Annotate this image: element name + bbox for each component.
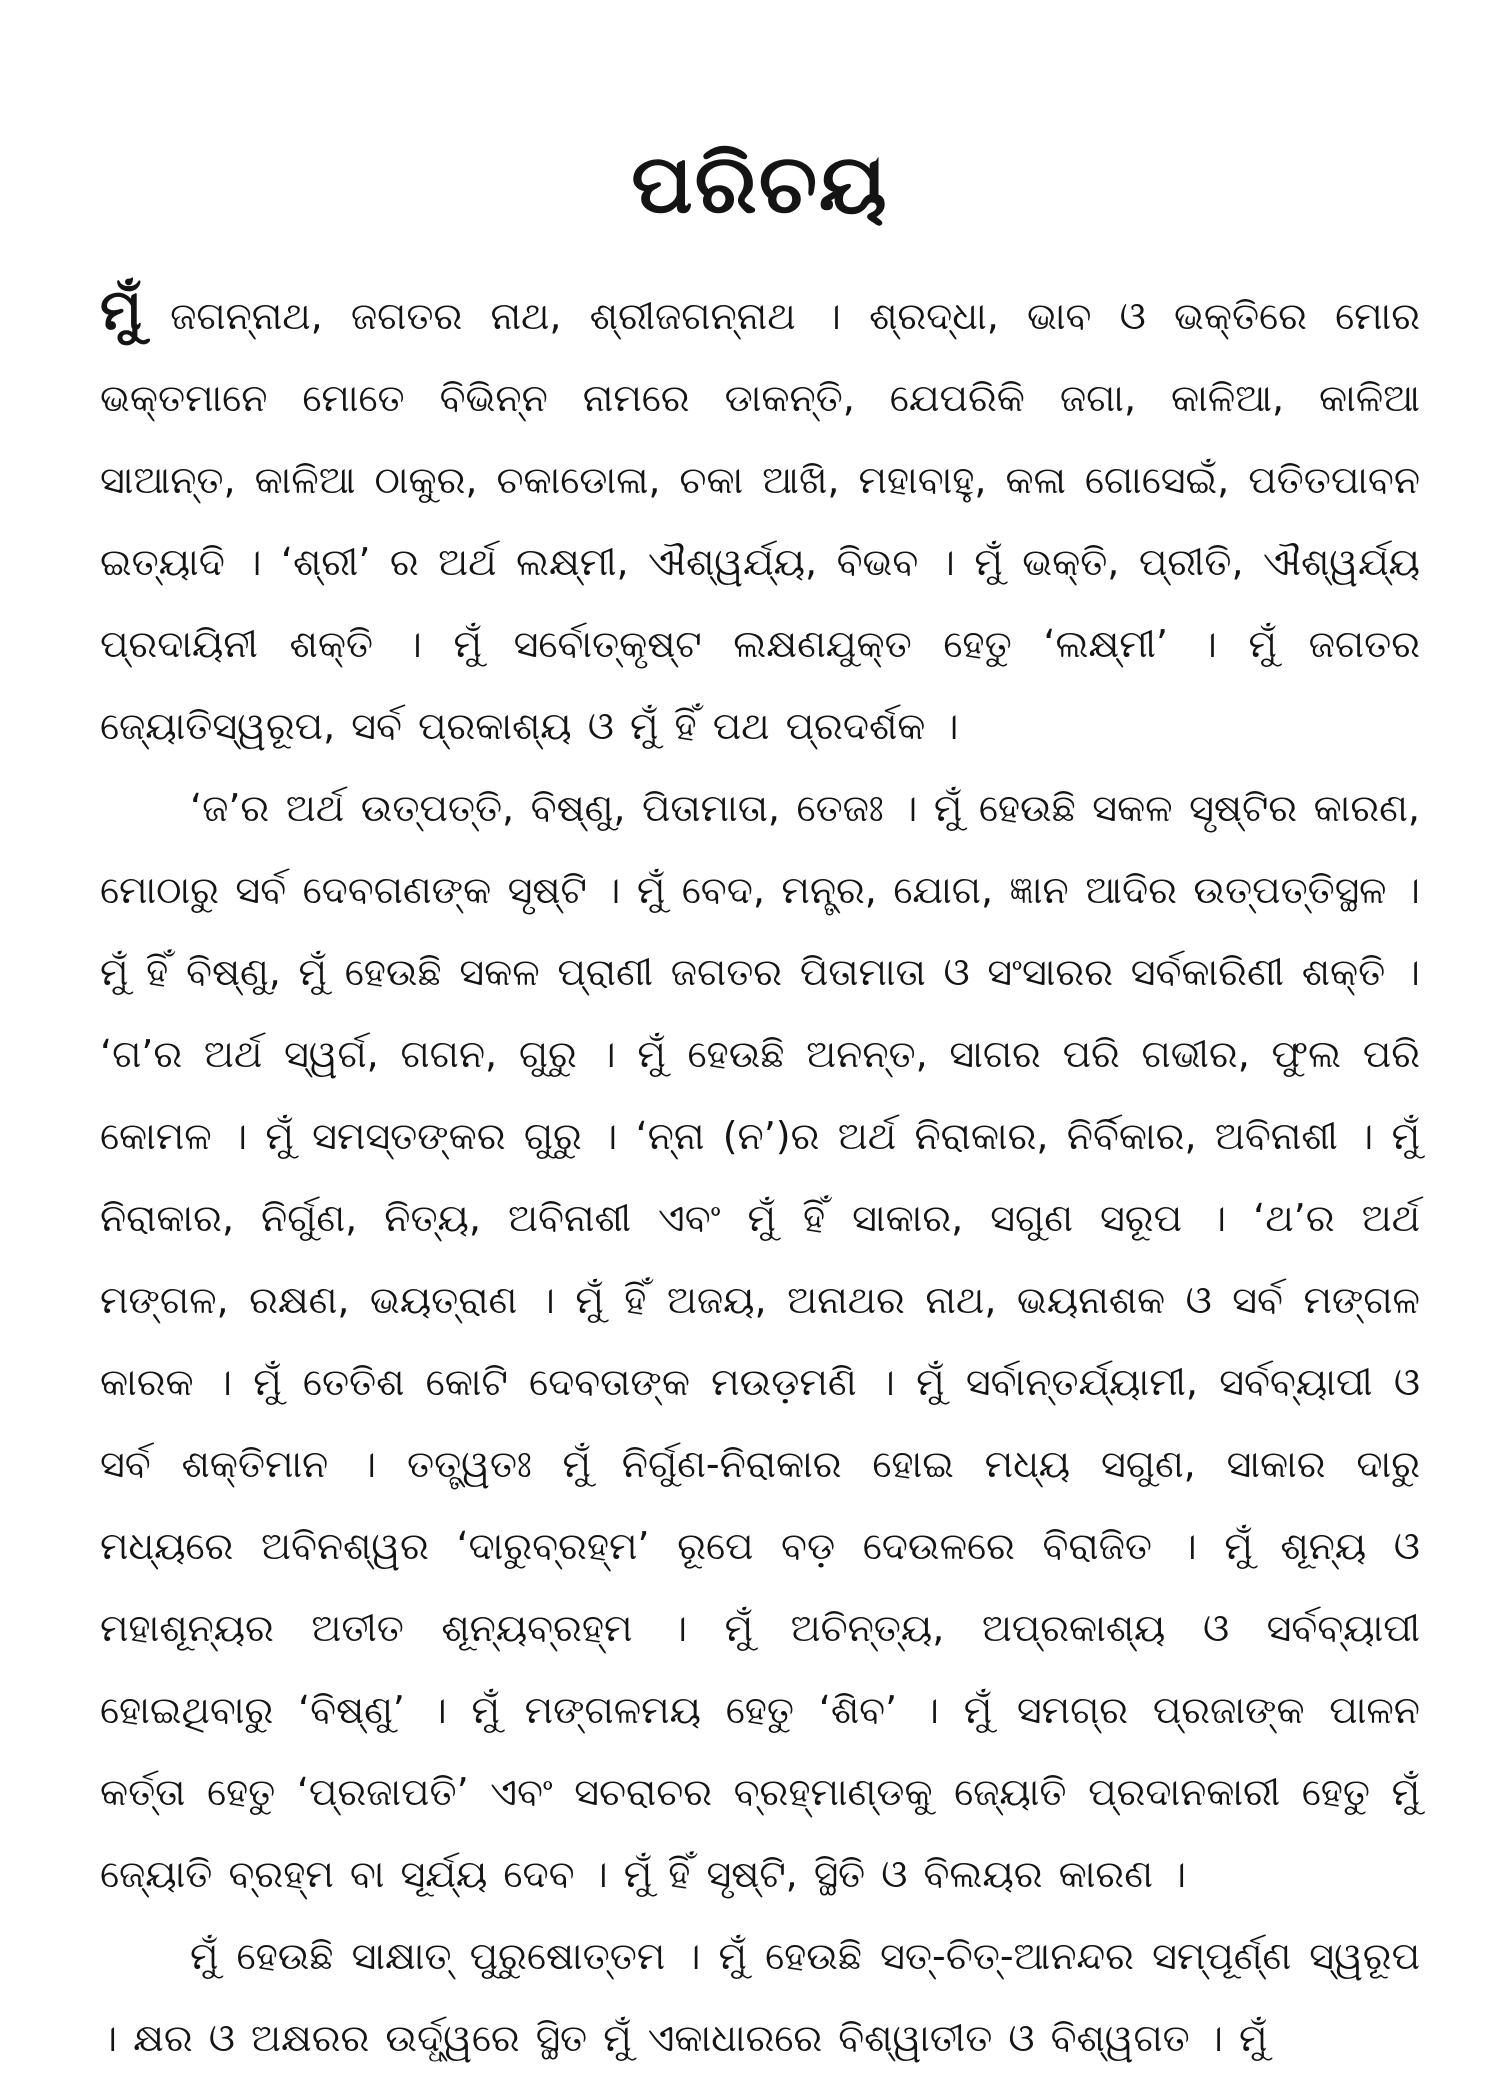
paragraph-1 [100,270,1420,767]
page-title: ପରିଚୟ [631,137,889,232]
paragraph-2: ‘ଜ’ର ଅର୍ଥ ଉତ୍ପତ୍ତି, ବିଷ୍ଣୁ, ପିତାମାତା, ତେଜଃ । ମୁଁ ହେଉଛି ସକଳ ସୃଷ୍ଟିର କାରଣ, ମୋଠାରୁ ସର୍ବ ଦେବଗଣଙ୍କ ସୃଷ୍ଟି । ମୁଁ ବେଦ, ମନ୍ତ୍ର, ଯୋଗ, ଜ୍ଞାନ ଆଦିର ଉତ୍ପତ୍ତିସ୍ଥଳ । ମୁଁ ହିଁ ବିଷ୍ଣୁ, ମୁଁ ହେଉଛି ସକଳ ପ୍ରାଣୀ ଜଗତର ପିତାମାତା ଓ ସଂସାରର ସର୍ବକାରିଣୀ ଶକ୍ତି । ‘ଗ’ର ଅର୍ଥ ସ୍ୱର୍ଗ, ଗଗନ, ଗୁରୁ । ମୁଁ ହେଉଛି ଅନନ୍ତ, ସାଗର ପରି ଗଭୀର, ଫୁଲ ପରି କୋମଳ । ମୁଁ ସମସ୍ତଙ୍କର ଗୁରୁ । ‘ନ୍ନା (ନ’)ର ଅର୍ଥ ନିରାକାର, ନିର୍ବିକାର, ଅବିନାଶୀ । ମୁଁ ନିରାକାର, ନିର୍ଗୁଣ, ନିତ୍ୟ, ଅବିନାଶୀ ଏବଂ ମୁଁ ହିଁ ସାକାର, ସଗୁଣ ସରୂପ । ‘ଥ’ର ଅର୍ଥ ମଙ୍ଗଳ, ରକ୍ଷଣ, ଭୟତ୍ରାଣ । ମୁଁ ହିଁ ଅଜୟ, ଅନାଥର ନାଥ, ଭୟନାଶକ ଓ ସର୍ବ ମଙ୍ଗଳ କାରକ । ମୁଁ ତେତିଶ କୋଟି ଦେବତାଙ୍କ ମଉଡ଼ମଣି । ମୁଁ ସର୍ବାନ୍ତର୍ଯ୍ୟାମୀ, ସର୍ବବ୍ୟାପୀ ଓ ସର୍ବ ଶକ୍ତିମାନ । ତତ୍ତ୍ୱତଃ ମୁଁ ନିର୍ଗୁଣ-ନିରାକାର ହୋଇ ମଧ୍ୟ ସଗୁଣ, ସାକାର ଦାରୁ ମଧ୍ୟରେ ଅବିନଶ୍ୱର ‘ଦାରୁବ୍ରହ୍ମ’ ରୂପେ ବଡ଼ ଦେଉଳରେ ବିରାଜିତ । ମୁଁ ଶୂନ୍ୟ ଓ ମହାଶୂନ୍ୟର ଅତୀତ ଶୂନ୍ୟବ୍ରହ୍ମ । ମୁଁ ଅଚିନ୍ତ୍ୟ, ଅପ୍ରକାଶ୍ୟ ଓ ସର୍ବବ୍ୟାପୀ ହୋଇଥିବାରୁ ‘ବିଷ୍ଣୁ’ । ମୁଁ ମଙ୍ଗଳମୟ ହେତୁ ‘ଶିବ’ । ମୁଁ ସମଗ୍ର ପ୍ରଜାଙ୍କ ପାଳନ କର୍ତ୍ତା ହେତୁ ‘ପ୍ରଜାପତି’ ଏବଂ ସଚରାଚର ବ୍ରହ୍ମାଣ୍ଡକୁ ଜ୍ୟୋତି ପ୍ରଦାନକାରୀ ହେତୁ ମୁଁ ଜ୍ୟୋତି ବ୍ରହ୍ମ ବା ସୂର୍ଯ୍ୟ ଦେବ । ମୁଁ ହିଁ ସୃଷ୍ଟି, ସ୍ଥିତି ଓ ବିଲୟର କାରଣ । [100,786,1420,1897]
paragraph-1-text: ଜଗନ୍ନାଥ, ଜଗତର ନାଥ, ଶ୍ରୀଜଗନ୍ନାଥ । ଶ୍ରଦ୍ଧା, ଭାବ ଓ ଭକ୍ତିରେ ମୋର ଭକ୍ତମାନେ ମୋତେ ବିଭିନ୍ନ ନାମରେ ଡାକନ୍ତି, ଯେପରିକି ଜଗା, କାଳିଆ, କାଳିଆ ସାଆନ୍ତ, କାଳିଆ ଠାକୁର, ଚକାଡୋଳା, ଚକା ଆଖି, ମହାବାହୁ, କଳା ଗୋସେଇଁ, ପତିତପାବନ ଇତ୍ୟାଦି । ‘ଶ୍ରୀ’ ର ଅର୍ଥ ଲକ୍ଷ୍ମୀ, ଐଶ୍ୱର୍ଯ୍ୟ, ବିଭବ । ମୁଁ ଭକ୍ତି, ପ୍ରୀତି, ଐଶ୍ୱର୍ଯ୍ୟ ପ୍ରଦାୟିନୀ ଶକ୍ତି । ମୁଁ ସର୍ବୋତ୍କୃଷ୍ଟ ଲକ୍ଷଣଯୁକ୍ତ ହେତୁ ‘ଲକ୍ଷ୍ମୀ’ । ମୁଁ ଜଗତର ଜ୍ୟୋତିସ୍ୱରୂପ, ସର୍ବ ପ୍ରକାଶ୍ୟ ଓ ମୁଁ ହିଁ ପଥ ପ୍ରଦର୍ଶକ । [100,294,1420,749]
drop-word: ମୁଁ [100,278,142,344]
paragraph-3: ମୁଁ ହେଉଛି ସାକ୍ଷାତ୍ ପୁରୁଷୋତ୍ତମ । ମୁଁ ହେଉଛି ସତ୍-ଚିତ୍-ଆନନ୍ଦର ସମ୍ପୂର୍ଣ୍ଣ ସ୍ୱରୂପ । କ୍ଷର ଓ ଅକ୍ଷରର ଉର୍ଦ୍ଧ୍ୱରେ ସ୍ଥିତ ମୁଁ ଏକାଧାରରେ ବିଶ୍ୱାତୀତ ଓ ବିଶ୍ୱଗତ । ମୁଁ [100,1934,1420,2061]
